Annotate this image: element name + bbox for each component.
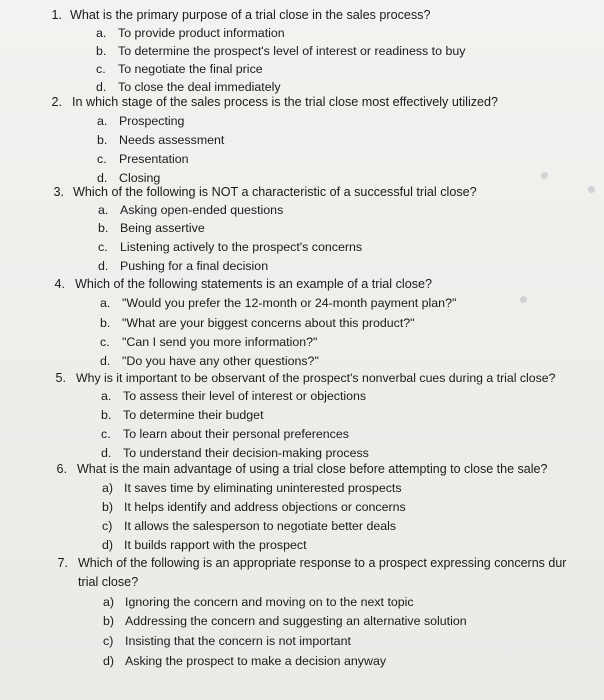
question-number: 1. [51, 8, 62, 22]
question-number: 4. [54, 277, 65, 291]
question-text: What is the main advantage of using a trial close before attempting to close the sale? [77, 462, 548, 476]
question-text: In which stage of the sales process is the trial close most effectively utilized? [72, 95, 499, 109]
speck-mark [520, 296, 527, 303]
question-text: Which of the following statements is an example of a trial close? [75, 277, 432, 291]
question-number: 2. [51, 95, 62, 109]
speck-mark [541, 172, 548, 179]
document-page: 1. What is the primary purpose of a trial close in the sales process? a. To provide product information b. To determine the prospect's level of interest or readiness to buy c. To negotiate the final price d. To close the deal immediately 2. In which stage of the sales process is the trial close most effectively utilized? a. Prospecting b. Needs assessment c. Presentation d. Closing 3. Which of the following is NOT a characteristic of a successful trial close? a. Asking open-ended questions b. Being assertive c. Listening actively to the prospect's concerns d. Pushing for a final decision 4. Which of the following statements is an example of a trial close? a. "Would you prefer the 12-month or 24-month payment plan?" b. "What are your biggest concerns about this product?" c. "Can I send you more information?" d. "Do you have any other questions?" 5. Why is it important to be observant of the prospect's nonverbal cues during a trial close? a. To assess their level of interest or objections b. To determine their budget c. To learn about their personal preferences d. To understand their decision-making process 6. What is the main advantage of using a trial close before attempting to close the sale? a) It saves time by eliminating uninterested prospects b) It helps identify and address objections or concerns c) It allows the salesperson to negotiate better deals d) It builds rapport with the prospect 7. Which of the following is an appropriate response to a prospect expressing concerns dur trial close? a) Ignoring the concern and moving on to the next topic b) Addressing the concern and suggesting an alternative solution c) Insisting that the concern is not important d) Asking the prospect to make a decision anyway [0, 0, 604, 700]
question-number: 5. [55, 371, 66, 385]
speck-mark [588, 186, 595, 193]
question-number: 7. [57, 556, 68, 570]
question-text-continued: trial close? [78, 575, 139, 589]
question-text: Which of the following is NOT a characteristic of a successful trial close? [73, 185, 477, 199]
question-number: 6. [56, 462, 67, 476]
question-text: Which of the following is an appropriate response to a prospect expressing concerns dur [78, 556, 567, 570]
question-text: What is the primary purpose of a trial close in the sales process? [70, 8, 431, 22]
question-number: 3. [53, 185, 64, 199]
question-text: Why is it important to be observant of the prospect's nonverbal cues during a trial close? [76, 371, 556, 385]
